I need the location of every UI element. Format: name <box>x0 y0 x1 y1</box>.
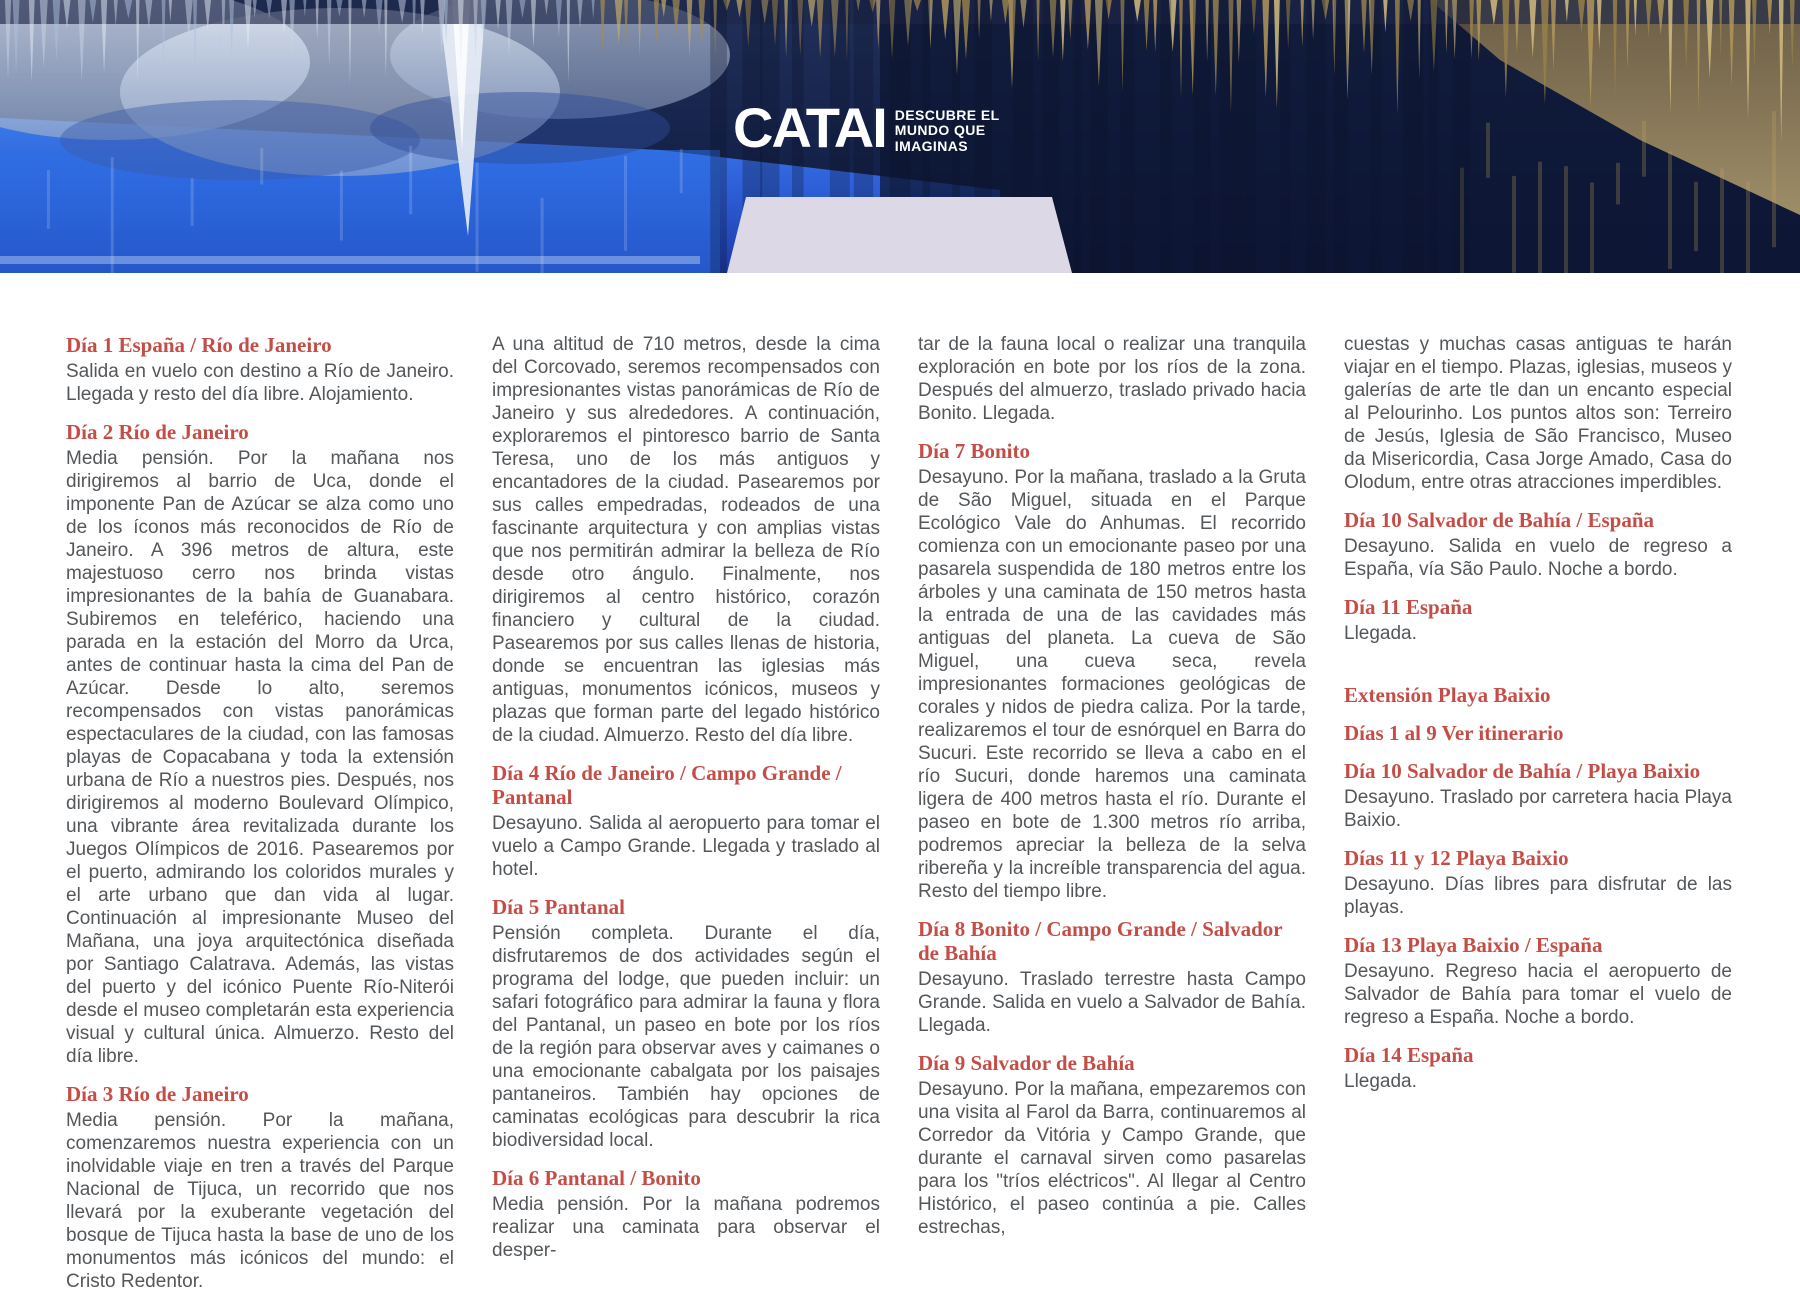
day-body: Desayuno. Salida en vuelo de regreso a España, vía São Paulo. Noche a bordo. <box>1344 536 1732 580</box>
day-body: Llegada. <box>1344 1071 1417 1092</box>
day-heading: Día 2 Río de Janeiro <box>66 420 249 444</box>
day-body: Salida en vuelo con destino a Río de Janeiro. Llegada y resto del día libre. Alojamiento. <box>66 361 454 405</box>
day-heading: Día 10 Salvador de Bahía / Playa Baixio <box>1344 759 1701 783</box>
tagline-line-3: IMAGINAS <box>894 137 968 154</box>
day-heading: Día 7 Bonito <box>918 439 1031 463</box>
day-body: A una altitud de 710 metros, desde la cima del Corcovado, seremos recompensados con impresionantes vistas panorámicas de Río de Janeiro y sus alrededores. A continuación, exploraremos el pintoresco barrio de Santa Teresa, uno de los más antiguos y encantadores de la ciudad. Pasearemos por sus calles empedradas, rodeados de una fascinante arquitectura y con amplias vistas que nos permitirán admirar la belleza de Río desde otro ángulo. Finalmente, nos dirigiremos al centro histórico, corazón financiero y cultural de la ciudad. Pasearemos por sus calles llenas de historia, donde se encuentran las iglesias más antiguas, monumentos icónicos, museos y plazas que forman parte del legado histórico de la ciudad. Almuerzo. Resto del día libre. <box>492 334 880 746</box>
day-heading: Día 5 Pantanal <box>492 895 626 919</box>
tagline-line-2: MUNDO QUE <box>894 122 986 139</box>
day-body: Media pensión. Por la mañana nos dirigiremos al barrio de Uca, donde el imponente Pan de Azúcar se alza como uno de los íconos más reconocidos de Río de Janeiro. A 396 metros de altura, este majestuoso cerro nos brinda vistas impresionantes de la bahía de Guanabara. Subiremos en teleférico, haciendo una parada en la estación del Morro da Urca, antes de continuar hasta la cima del Pan de Azúcar. Desde lo alto, seremos recompensados con vistas panorámicas espectaculares de la ciudad, con las famosas playas de Copacabana y toda la extensión urbana de Río a nuestros pies. Después, nos dirigiremos al moderno Boulevard Olímpico, una vibrante área revitalizada durante los Juegos Olímpicos de 2016. Pasearemos por el puerto, admirando los coloridos murales y el arte urbano que dan vida al lugar. Continuación al impresionante Museo del Mañana, una joya arquitectónica diseñada por Santiago Calatrava. Además, las vistas del puerto y del icónico Puente Río-Niterói desde el museo completarán esta experiencia visual y cultural única. Almuerzo. Resto del día libre. <box>66 448 454 1067</box>
itinerary-block <box>492 895 880 1152</box>
day-heading: Día 8 Bonito / Campo Grande / Salvador de Bahía <box>918 917 1283 965</box>
day-heading: Día 10 Salvador de Bahía / España <box>1344 508 1655 532</box>
itinerary-block <box>1344 846 1732 919</box>
day-heading: Día 14 España <box>1344 1043 1474 1067</box>
itinerary-block <box>1344 1043 1732 1093</box>
itinerary-block <box>918 1051 1306 1239</box>
day-body: tar de la fauna local o realizar una tranquila exploración en bote por los ríos de la zona. Después del almuerzo, traslado privado hacia Bonito. Llegada. <box>918 334 1306 424</box>
catai-tagline <box>895 108 1000 154</box>
hero-tab-shape <box>727 197 1072 273</box>
day-heading: Días 1 al 9 Ver itinerario <box>1344 721 1564 745</box>
day-heading: Día 3 Río de Janeiro <box>66 1082 249 1106</box>
itinerary-block <box>66 333 454 406</box>
itinerary-block <box>1344 333 1732 494</box>
day-body: Desayuno. Traslado terrestre hasta Campo Grande. Salida en vuelo a Salvador de Bahía. Llegada. <box>918 969 1306 1036</box>
itinerary-column-4 <box>1344 333 1732 1307</box>
tagline-line-1: DESCUBRE EL <box>894 107 1000 123</box>
day-heading: Días 11 y 12 Playa Baixio <box>1344 846 1569 870</box>
itinerary-block <box>492 761 880 881</box>
itinerary-block <box>1344 933 1732 1029</box>
day-heading: Día 1 España / Río de Janeiro <box>66 333 332 357</box>
itinerary-columns <box>0 273 1800 1307</box>
itinerary-block <box>66 1082 454 1293</box>
itinerary-block <box>918 333 1306 425</box>
itinerary-block <box>1344 508 1732 581</box>
day-body: Desayuno. Por la mañana, empezaremos con una visita al Farol da Barra, continuaremos al Corredor da Vitória y Campo Grande, que durante el carnaval sirven como pasarelas para los "tríos eléctricos". Al llegar al Centro Histórico, el paseo continúa a pie. Calles estrechas, <box>918 1079 1306 1238</box>
day-heading: Día 4 Río de Janeiro / Campo Grande / Pantanal <box>492 761 842 809</box>
day-body: cuestas y muchas casas antiguas te harán viajar en el tiempo. Plazas, iglesias, museos y galerías de arte tle dan un encanto especial al Pelourinho. Los puntos altos son: Terreiro de Jesús, Iglesia de São Francisco, Museo da Misericordia, Casa Jorge Amado, Casa do Olodum, entre otras atracciones imperdibles. <box>1344 334 1732 493</box>
hero-image <box>0 0 1800 273</box>
itinerary-block <box>1344 759 1732 832</box>
itinerary-block <box>492 333 880 747</box>
day-body: Llegada. <box>1344 623 1417 644</box>
itinerary-block <box>1344 721 1732 745</box>
catai-logo-text: CATAI <box>733 96 886 159</box>
day-body: Media pensión. Por la mañana podremos realizar una caminata para observar el desper- <box>492 1194 880 1261</box>
day-heading: Día 6 Pantanal / Bonito <box>492 1166 701 1190</box>
day-body: Desayuno. Por la mañana, traslado a la Gruta de São Miguel, situada en el Parque Ecológico Vale do Anhumas. El recorrido comienza con un emocionante paseo por una pasarela suspendida de 180 metros entre los árboles y una caminata de 150 metros hasta la entrada de una de las cavidades más antiguas del planeta. La cueva de São Miguel, una cueva seca, revela impresionantes formaciones geológicas de corales y nidos de piedra caliza. Por la tarde, realizaremos el tour de esnórquel en Barra do Sucuri. Este recorrido se lleva a cabo en el río Sucuri, donde haremos una caminata ligera de 400 metros hasta el río. Durante el paseo en bote de 1.300 metros río arriba, podremos apreciar la belleza de la selva ribereña y la increíble transparencia del agua. Resto del tiempo libre. <box>918 467 1306 902</box>
itinerary-column-3 <box>918 333 1306 1307</box>
itinerary-block <box>918 439 1306 903</box>
day-heading: Día 9 Salvador de Bahía <box>918 1051 1135 1075</box>
itinerary-block <box>1344 595 1732 645</box>
day-body: Desayuno. Días libres para disfrutar de las playas. <box>1344 874 1732 918</box>
day-heading: Día 13 Playa Baixio / España <box>1344 933 1603 957</box>
day-body: Desayuno. Salida al aeropuerto para tomar el vuelo a Campo Grande. Llegada y traslado al hotel. <box>492 813 880 880</box>
day-body: Desayuno. Traslado por carretera hacia Playa Baixio. <box>1344 787 1732 831</box>
day-body: Pensión completa. Durante el día, disfrutaremos de dos actividades según el programa del lodge, que pueden incluir: un safari fotográfico para admirar la fauna y flora del Pantanal, un paseo en bote por los ríos de la región para observar aves y caimanes o una emocionante cabalgata por los paisajes pantaneiros. También hay opciones de caminatas ecológicas para descubrir la rica biodiversidad local. <box>492 923 880 1151</box>
itinerary-column-2 <box>492 333 880 1307</box>
day-heading: Día 11 España <box>1344 595 1473 619</box>
itinerary-block <box>918 917 1306 1037</box>
itinerary-block <box>1344 683 1732 707</box>
catai-logo <box>733 96 1000 159</box>
itinerary-column-1 <box>66 333 454 1307</box>
day-body: Desayuno. Regreso hacia el aeropuerto de Salvador de Bahía para tomar el vuelo de regreso a España. Noche a bordo. <box>1344 961 1732 1028</box>
day-body: Media pensión. Por la mañana, comenzaremos nuestra experiencia con un inolvidable viaje en tren a través del Parque Nacional de Tijuca, un recorrido que nos llevará por la exuberante vegetación del bosque de Tijuca hasta la base de uno de los monumentos más icónicos del mundo: el Cristo Redentor. <box>66 1110 454 1292</box>
day-heading: Extensión Playa Baixio <box>1344 683 1551 707</box>
itinerary-block <box>66 420 454 1068</box>
itinerary-block <box>492 1166 880 1262</box>
